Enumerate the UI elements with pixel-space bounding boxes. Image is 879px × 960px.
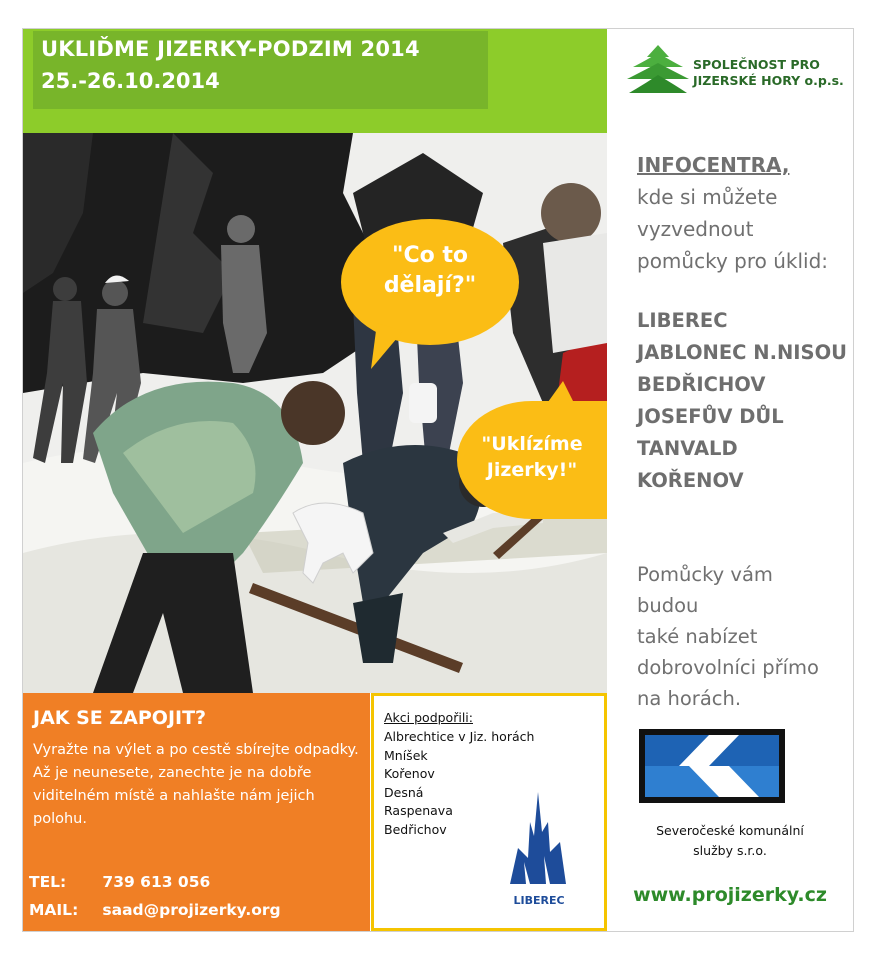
bubble-line: "Uklízíme [481, 433, 583, 455]
supporters-heading: Akci podpořili: [384, 710, 473, 725]
list-item: Raspenava [384, 803, 453, 818]
list-item: Desná [384, 784, 424, 800]
note-line: Pomůcky vám [637, 563, 773, 586]
speech-bubble-answer [457, 401, 607, 519]
list-item: Kořenov [384, 766, 435, 781]
join-section [23, 693, 370, 931]
note-line: dobrovolníci přímo [637, 656, 819, 679]
infocentra-intro [637, 149, 828, 277]
bubble-line: dělají?" [383, 273, 477, 298]
list-item: Bedřichov [384, 821, 447, 837]
infocentra-line: pomůcky pro úklid: [637, 249, 829, 273]
liberec-logo-text: LIBEREC [513, 894, 565, 907]
note-line: na horách. [637, 687, 742, 710]
list-item: JOSEFŮV DŮL [637, 405, 784, 428]
list-item: LIBEREC [637, 309, 728, 332]
mail-address[interactable]: saad@projizerky.org [102, 901, 281, 919]
org-name [693, 57, 844, 89]
phone-number[interactable]: 739 613 056 [102, 873, 211, 891]
org-name-line: SPOLEČNOST PRO [693, 57, 820, 72]
bubble-line: Jizerky!" [486, 459, 578, 481]
list-item: JABLONEC N.NISOU [637, 341, 848, 364]
mail-line [29, 901, 281, 919]
sponsor-name [607, 821, 853, 861]
list-item: TANVALD [637, 437, 738, 460]
sponsor-name-line: Severočeské komunální [656, 823, 804, 838]
volunteers-note [637, 559, 819, 714]
infocentra-cities [637, 305, 847, 497]
list-item: BEDŘICHOV [637, 373, 766, 396]
bubble-line: "Co to [391, 243, 468, 268]
infocentra-line: kde si můžete [637, 185, 778, 209]
note-line: budou [637, 594, 699, 617]
tree-logo-icon [625, 43, 691, 99]
note-line: také nabízet [637, 625, 758, 648]
bubble-tail [533, 379, 583, 419]
event-dates: 25.-26.10.2014 [41, 69, 220, 93]
supporters-box [371, 693, 607, 931]
liberec-logo [504, 792, 574, 912]
join-description: Vyražte na výlet a po cestě sbírejte odpadky. Až je neunesete, zanechte je na dobře viditelném místě a nahlašte nám jejich polohu. [33, 742, 359, 827]
volunteers-photo [23, 133, 607, 693]
website-link[interactable]: www.projizerky.cz [633, 884, 827, 906]
mail-label: MAIL: [29, 901, 79, 919]
phone-line [29, 873, 210, 891]
org-name-line: JIZERSKÉ HORY o.p.s. [693, 73, 844, 88]
join-heading: JAK SE ZAPOJIT? [33, 707, 207, 729]
bubble-tail [367, 323, 407, 373]
sponsor-name-line: služby s.r.o. [693, 843, 767, 858]
list-item: Mníšek [384, 747, 428, 763]
poster [22, 28, 854, 932]
sponsor-logo [639, 729, 785, 803]
list-item: Albrechtice v Jiz. horách [384, 729, 535, 744]
event-title: UKLIĎME JIZERKY-PODZIM 2014 [41, 37, 420, 61]
info-column [607, 29, 853, 931]
list-item: KOŘENOV [637, 469, 744, 492]
infocentra-heading: INFOCENTRA, [637, 153, 790, 177]
phone-label: TEL: [29, 873, 67, 891]
infocentra-line: vyzvednout [637, 217, 754, 241]
header-band [23, 29, 607, 133]
